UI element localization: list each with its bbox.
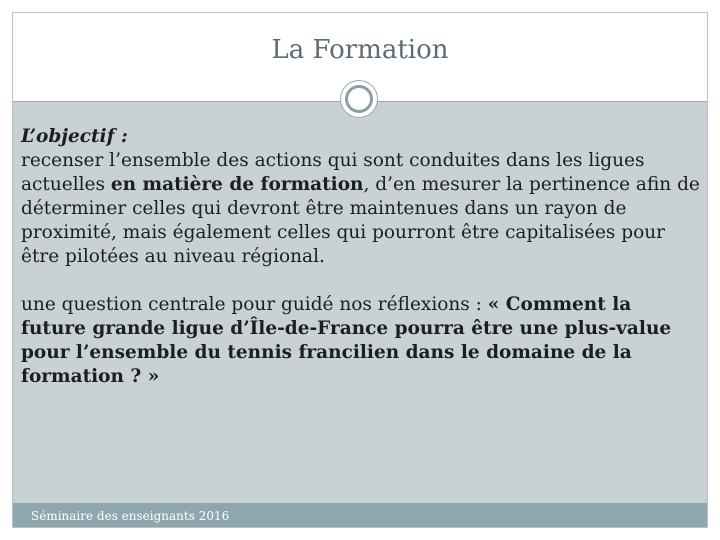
- question-emphasis: « Comment la future grande ligue d’Île-de-France pourra être une plus-value pour l’ensemble du tennis francilien dans le domaine de la formation ? »: [21, 294, 672, 387]
- objective-text-1: recenser l’ensemble des actions qui sont conduites dans les ligues actuelles: [21, 150, 645, 195]
- objective-paragraph: [21, 149, 701, 269]
- objective-label: L’objectif :: [21, 126, 128, 147]
- footer-bar: [13, 503, 707, 528]
- circle-ring-icon: [340, 80, 378, 118]
- body-text: [21, 125, 701, 389]
- question-paragraph: [21, 293, 701, 389]
- objective-emphasis: en matière de formation: [110, 174, 364, 195]
- slide-title: La Formation: [271, 35, 449, 65]
- slide: [12, 12, 708, 528]
- footer-text: Séminaire des enseignants 2016: [31, 509, 230, 523]
- ring-inner: [345, 85, 373, 113]
- objective-text-2: , d’en mesurer la pertinence afin de déterminer celles qui devront être maintenues dans un rayon de proximité, mais également celles qui pourront être capitalisées pour être pilotées au niveau régional.: [21, 174, 700, 267]
- question-intro: une question centrale pour guidé nos réflexions :: [21, 294, 488, 315]
